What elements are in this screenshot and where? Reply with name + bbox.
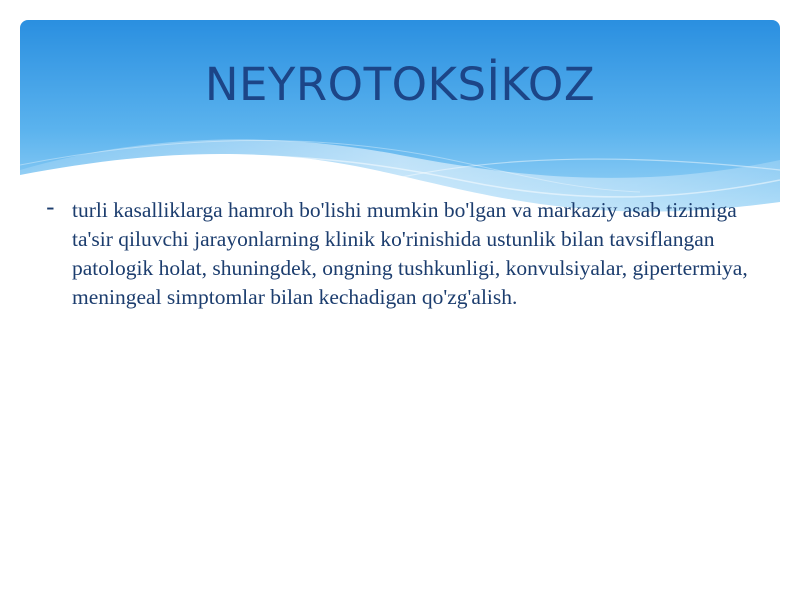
header-banner bbox=[20, 20, 780, 220]
slide-body bbox=[46, 193, 766, 312]
slide-title: NEYROTOKSİKOZ bbox=[204, 58, 596, 111]
bullet-text: turli kasalliklarga hamroh bo'lishi mumkin bo'lgan va markaziy asab tizimiga ta'sir qiluvchi jarayonlarning klinik ko'rinishida ustunlik bilan tavsiflangan patologik holat, shuningdek, ongning tushkunligi, konvulsiyalar, gipertermiya, meningeal simptomlar bilan kechadigan qo'zg'alish. bbox=[72, 198, 748, 309]
bullet-item bbox=[46, 193, 766, 312]
dash-bullet-icon: - bbox=[46, 193, 55, 221]
header-wave-graphic bbox=[20, 20, 780, 220]
